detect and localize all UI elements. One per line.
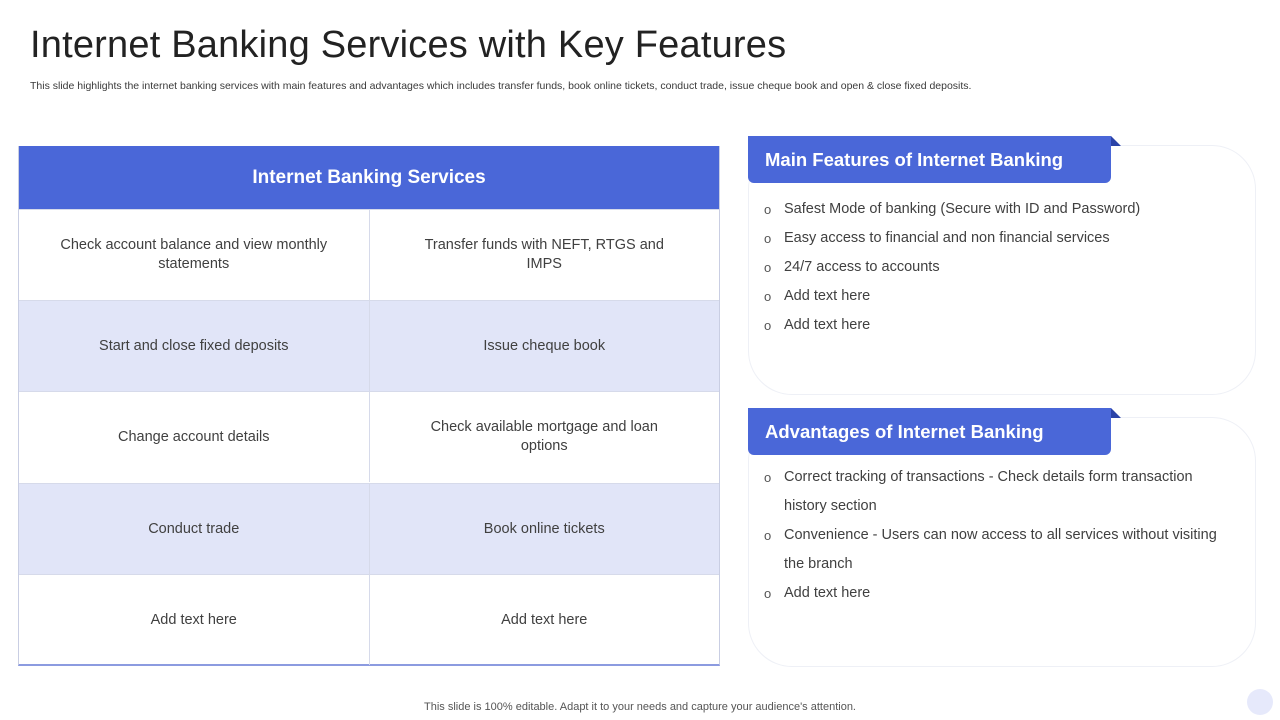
table-cell: Issue cheque book — [369, 301, 720, 391]
list-item-text: Correct tracking of transactions - Check details form transaction history section — [784, 469, 1193, 514]
bullet-circle-icon: o — [764, 528, 772, 543]
features-title: Main Features of Internet Banking — [748, 136, 1111, 183]
list-item — [764, 224, 1234, 253]
list-item-text: Add text here — [784, 585, 871, 601]
list-item-text: 24/7 access to accounts — [784, 259, 940, 275]
list-item-text: Add text here — [784, 288, 871, 304]
features-tab-fold — [1111, 136, 1121, 146]
table-cell: Check account balance and view monthly statements — [60, 237, 328, 272]
list-item — [764, 282, 1234, 311]
bullet-circle-icon: o — [764, 289, 772, 304]
slide-title: Internet Banking Services with Key Features — [30, 24, 787, 66]
advantages-tab-fold — [1111, 408, 1121, 418]
features-list — [764, 195, 1234, 340]
list-item-text: Easy access to financial and non financial services — [784, 230, 1110, 246]
list-item — [764, 311, 1234, 340]
bullet-circle-icon: o — [764, 586, 772, 601]
table-cell: Add text here — [369, 575, 720, 665]
list-item — [764, 463, 1224, 521]
bullet-circle-icon: o — [764, 260, 772, 275]
table-row — [19, 574, 719, 665]
table-cell: Add text here — [150, 611, 237, 628]
list-item-text: Convenience - Users can now access to all services without visiting the branch — [784, 527, 1217, 572]
table-cell: Start and close fixed deposits — [99, 337, 289, 354]
bullet-circle-icon: o — [764, 318, 772, 333]
advantages-list — [764, 463, 1224, 608]
table-row — [19, 300, 719, 391]
corner-decoration — [1247, 689, 1273, 715]
list-item-text: Add text here — [784, 317, 871, 333]
table-row — [19, 391, 719, 482]
bullet-circle-icon: o — [764, 231, 772, 246]
table-header: Internet Banking Services — [19, 146, 719, 209]
table-cell: Check available mortgage and loan options — [369, 392, 720, 482]
table-cell: Conduct trade — [148, 520, 240, 537]
table-row — [19, 483, 719, 574]
table-row — [19, 209, 719, 300]
table-cell: Change account details — [117, 428, 270, 445]
list-item — [764, 579, 1224, 608]
services-table — [18, 146, 720, 666]
slide-footer: This slide is 100% editable. Adapt it to your needs and capture your audience's attention. — [424, 701, 856, 713]
list-item — [764, 521, 1224, 579]
advantages-title: Advantages of Internet Banking — [748, 408, 1111, 455]
bullet-circle-icon: o — [764, 202, 772, 217]
slide-subtitle: This slide highlights the internet banking services with main features and advantages which includes transfer funds, book online tickets, conduct trade, issue cheque book and open & close fixed deposits. — [30, 80, 972, 92]
bullet-circle-icon: o — [764, 470, 772, 485]
list-item — [764, 253, 1234, 282]
table-cell: Book online tickets — [369, 484, 720, 574]
table-cell: Transfer funds with NEFT, RTGS and IMPS — [369, 210, 720, 300]
list-item-text: Safest Mode of banking (Secure with ID and Password) — [784, 201, 1141, 217]
list-item — [764, 195, 1234, 224]
